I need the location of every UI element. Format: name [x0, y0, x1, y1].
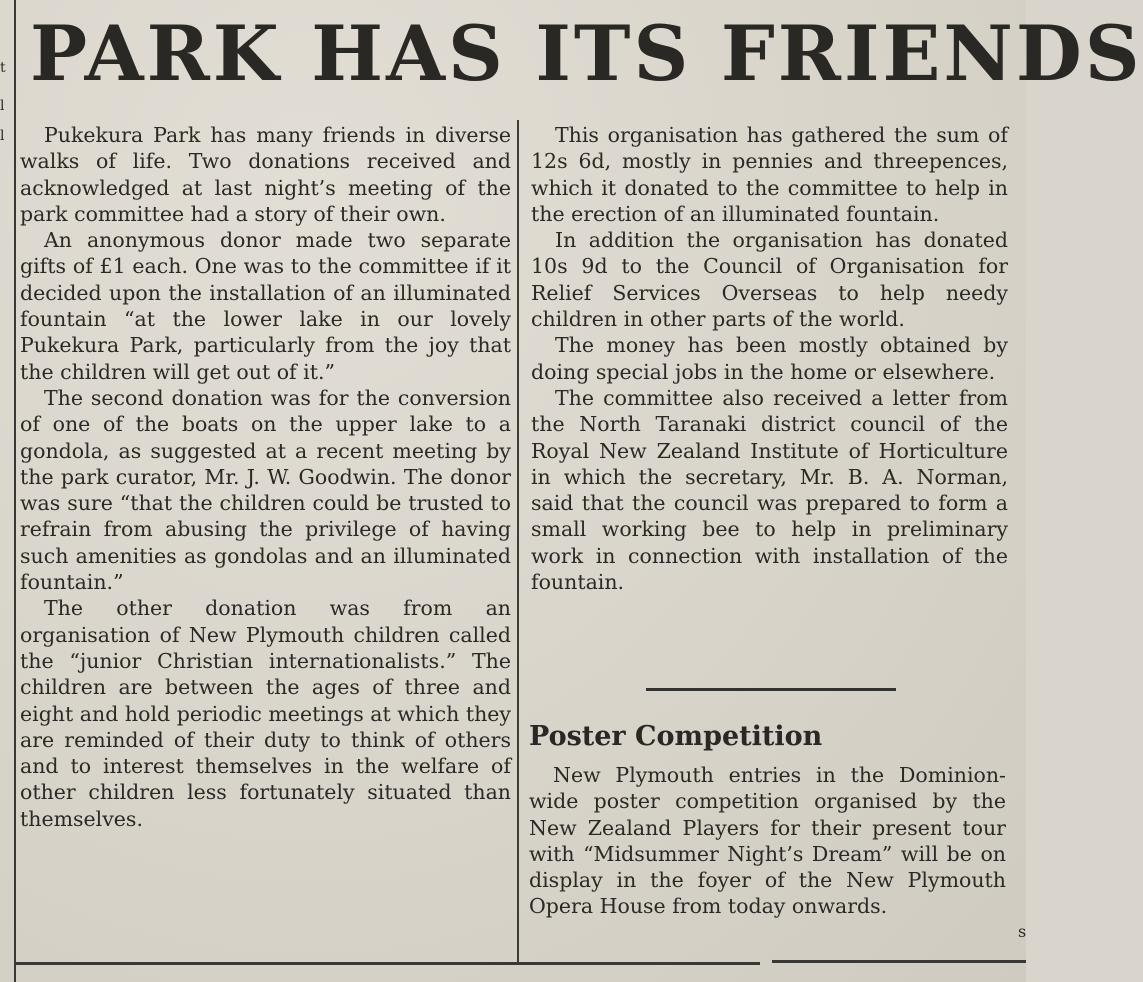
section-separator-rule	[646, 688, 896, 691]
headline: PARK HAS ITS FRIENDS	[30, 9, 1143, 98]
article-right-column	[531, 122, 1008, 595]
bottom-rule	[14, 962, 760, 965]
left-margin-rule	[14, 0, 16, 982]
bottom-rule	[772, 960, 1026, 963]
article-paragraph: The money has been mostly obtained by doing special jobs in the home or elsewhere.	[531, 333, 1008, 384]
column-divider	[517, 120, 519, 962]
poster-competition-heading: Poster Competition	[529, 721, 823, 752]
poster-competition-article	[529, 762, 1006, 920]
article-paragraph: The second donation was for the conversion of one of the boats on the upper lake to a gondola, as suggested at a recent meeting by the park curator, Mr. J. W. Goodwin. The donor was sure “that the children could be trusted to refrain from abusing the privilege of having such amenities as gondolas and an illuminated fountain.”	[20, 385, 511, 595]
article-paragraph: New Plymouth entries in the Dominion-wide poster competition organised by the New Zealand Players for their present tour with “Midsummer Night’s Dream” will be on display in the foyer of the New Plymouth Opera House from today onwards.	[529, 763, 1006, 919]
article-paragraph: In addition the organisation has donated 10s 9d to the Council of Organisation for Relief Services Overseas to help needy children in other parts of the world.	[531, 228, 1008, 332]
left-margin-fragment: l	[0, 98, 5, 114]
left-margin-fragment: l	[0, 128, 5, 144]
article-paragraph: An anonymous donor made two separate gifts of £1 each. One was to the committee if it decided upon the installation of an illuminated fountain “at the lower lake in our lovely Pukekura Park, particularly from the joy that the children will get out of it.”	[20, 228, 511, 384]
left-margin-fragment: t	[0, 60, 6, 76]
right-margin-fragment: s	[1018, 922, 1027, 941]
article-paragraph: The other donation was from an organisation of New Plymouth children called the “junior Christian internationalists.” The children are between the ages of three and eight and hold periodic meetings at which they are reminded of their duty to think of others and to interest themselves in the welfare of other children less fortunately situated than themselves.	[20, 596, 511, 831]
article-left-column	[20, 122, 511, 832]
article-paragraph: This organisation has gathered the sum of 12s 6d, mostly in pennies and threepences, which it donated to the committee to help in the erection of an illuminated fountain.	[531, 123, 1008, 226]
article-paragraph: Pukekura Park has many friends in diverse walks of life. Two donations received and acknowledged at last night’s meeting of the park committee had a story of their own.	[20, 123, 511, 226]
article-paragraph: The committee also received a letter from the North Taranaki district council of the Royal New Zealand Institute of Horticulture in which the secretary, Mr. B. A. Norman, said that the council was prepared to form a small working bee to help in preliminary work in connection with installation of the fountain.	[531, 385, 1008, 595]
